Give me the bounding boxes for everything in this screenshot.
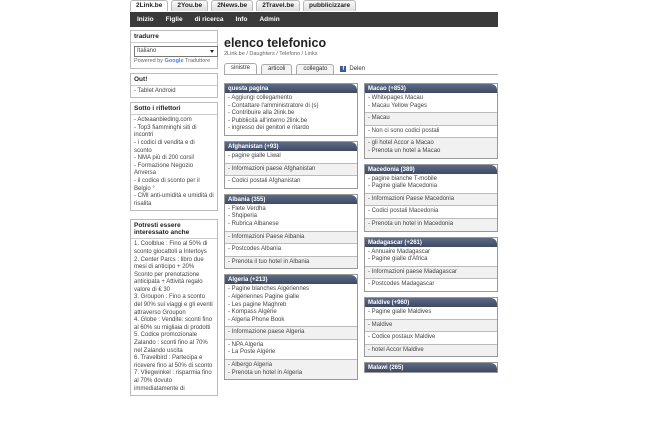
spotlight-list: [131, 115, 217, 210]
nav-home[interactable]: Inizio: [137, 16, 154, 23]
link-section: [225, 244, 357, 257]
link-section: [365, 267, 497, 280]
link-item[interactable]: - gli hotel Accor a Macao: [368, 140, 434, 147]
site-tab-2you[interactable]: 2You.be: [171, 0, 208, 11]
link-box-title: Malawi (265): [365, 363, 497, 372]
nav-daughters[interactable]: Figlie: [165, 16, 183, 23]
link-column-left: [224, 83, 358, 385]
link-item[interactable]: - Pubblicità all'interno 2link.be: [228, 117, 308, 124]
out-box: [130, 73, 218, 99]
link-box: [364, 362, 498, 373]
link-item[interactable]: - Algériennes Pagine gialle: [228, 293, 300, 300]
sidebar-link[interactable]: - Acteaanbieding.com: [134, 117, 192, 124]
interest-box: [130, 219, 218, 396]
sidebar-link[interactable]: 1. Coolblue : Fino al 50% di sconto giocattoli a Intertoys: [134, 241, 208, 255]
link-box-title: Madagascar (+261): [365, 238, 497, 247]
sidebar-link[interactable]: - CMI anti-umidità e umidità di risalita: [134, 193, 214, 207]
page-wrapper: [130, 0, 498, 436]
tab-articles[interactable]: articoli: [261, 64, 292, 74]
link-item[interactable]: - Non ci sono codici postali: [368, 127, 440, 134]
link-section: [365, 279, 497, 291]
sidebar-link[interactable]: - il codice di sconto per il Belgio °: [134, 177, 200, 192]
link-item[interactable]: - Aggiungi collegamento: [228, 95, 293, 101]
sidebar-link[interactable]: - NMA più di 200 corsi!: [134, 155, 195, 162]
sidebar-link[interactable]: - i codici di vendita e di sconto: [134, 139, 195, 154]
link-section: [365, 307, 497, 320]
link-item[interactable]: - Macau Yellow Pages: [368, 102, 428, 109]
link-item[interactable]: - hotel Accor Maldive: [368, 346, 424, 353]
link-section: [365, 138, 497, 157]
link-item[interactable]: - ingresso dei genitori e ritardo: [228, 125, 310, 132]
tab-links[interactable]: sinistre: [224, 63, 257, 74]
link-section: [365, 219, 497, 231]
link-item[interactable]: - Postcodes Albania: [228, 246, 282, 253]
link-item[interactable]: - Informazione paese Algeria: [228, 329, 305, 336]
link-section: [225, 164, 357, 177]
link-box: [364, 83, 498, 159]
spotlight-title: Sotto i riflettori: [131, 103, 217, 115]
share-label: Delen: [349, 66, 366, 72]
facebook-share[interactable]: [340, 64, 365, 74]
sidebar-link[interactable]: - Top3 fiamminghi siti di incontri: [134, 124, 197, 139]
link-box: [364, 297, 498, 357]
link-item[interactable]: - Contattare l'amministratore di (s): [228, 102, 319, 109]
link-item[interactable]: - Maldive: [368, 321, 393, 328]
link-section: [365, 247, 497, 267]
google-credit: [134, 58, 214, 66]
site-tab-advertise[interactable]: pubblicizzare: [303, 0, 356, 11]
site-tab-2news[interactable]: 2News.be: [211, 0, 253, 11]
link-section: [225, 257, 357, 269]
link-section: [365, 345, 497, 357]
link-item[interactable]: - Prenota il tuo hotel in Albania: [228, 258, 310, 265]
site-tabs: [130, 0, 359, 12]
link-item[interactable]: - Informazioni paese Afghanistan: [228, 165, 316, 172]
link-section: [365, 93, 497, 113]
link-box: [224, 141, 358, 189]
nav-admin[interactable]: Admin: [259, 16, 280, 23]
facebook-icon: f: [340, 66, 346, 72]
out-title: Out!: [131, 74, 217, 86]
link-box: [364, 164, 498, 232]
sidebar-link[interactable]: 5. Codice promozionale Zalando : sconti fino al 70% nel Zalando uscita: [134, 332, 208, 354]
sidebar-link[interactable]: - Tablet Android: [134, 87, 176, 94]
link-box-title: Macedonia (389): [365, 165, 497, 174]
content-tabs: [224, 64, 498, 75]
link-box: [224, 83, 358, 136]
link-section: [365, 194, 497, 207]
link-item[interactable]: - Codici postali Afghanistan: [228, 178, 301, 185]
link-section: [225, 204, 357, 232]
link-section: [365, 320, 497, 333]
sidebar-link[interactable]: 4. Globe : Vendite: sconti fino al 60% su migliaia di prodotti: [134, 317, 213, 331]
link-box-title: Afghanistan (+93): [225, 142, 357, 151]
link-item[interactable]: - Contribuire alla 2link.be: [228, 110, 295, 117]
link-box-title: Algeria (+213): [225, 275, 357, 284]
link-box: [224, 194, 358, 270]
interest-list: [131, 239, 217, 395]
site-tab-2travel[interactable]: 2Travel.be: [256, 0, 300, 11]
main-content: [224, 30, 498, 376]
link-item[interactable]: - Flete Verdha: [228, 205, 266, 212]
link-item[interactable]: - Prenota un hotel a Macao: [368, 147, 441, 154]
link-section: [225, 360, 357, 379]
link-box: [224, 274, 358, 380]
link-item[interactable]: - pagine gialle Liwal: [228, 152, 281, 159]
link-box-title: questa pagina: [225, 84, 357, 93]
sidebar-link[interactable]: 2. Center Parcs : libro due mesi di anticipo + 20% Sconto per prenotazione anticipata + Attività regalo valore di € 30: [134, 256, 204, 293]
sidebar-link[interactable]: 3. Groupon : Fino a sconto del 90% sui viaggi e gli eventi attraverso Groupon: [134, 294, 213, 316]
link-section: [225, 340, 357, 360]
link-item[interactable]: - Informazioni Paese Macedonia: [368, 195, 455, 202]
link-section: [365, 113, 497, 126]
link-item[interactable]: - Macau: [368, 115, 390, 122]
link-section: [365, 206, 497, 219]
spotlight-box: [130, 102, 218, 211]
language-select[interactable]: Italiano: [134, 46, 218, 57]
link-box: [364, 237, 498, 292]
link-box-title: Albania (355): [225, 195, 357, 204]
link-item[interactable]: - Codici postali Macedonia: [368, 208, 439, 215]
link-item[interactable]: - Prenota un hotel in Macedonia: [368, 220, 454, 227]
main-nav: [130, 12, 498, 27]
link-item[interactable]: - Shqiperia: [228, 213, 258, 220]
nav-search[interactable]: di ricerca: [194, 16, 224, 23]
link-section: [225, 284, 357, 327]
left-sidebar: [130, 30, 218, 400]
nav-info[interactable]: Info: [235, 16, 248, 23]
interest-title: Potresti essere interessato anche: [131, 220, 217, 239]
link-section: [225, 176, 357, 188]
link-item[interactable]: - Algeria Phone Book: [228, 316, 285, 323]
link-item[interactable]: - Rubrica Albanese: [228, 220, 279, 227]
link-section: [225, 93, 357, 135]
translate-title: tradurre: [131, 31, 217, 43]
link-item[interactable]: - Albergo Algeria: [228, 362, 273, 369]
powered-label: Powered by: [134, 58, 164, 64]
page-title: elenco telefonico: [224, 36, 327, 50]
link-item[interactable]: - Informazioni Paese Albania: [228, 233, 305, 240]
link-section: [225, 151, 357, 164]
site-tab-2link[interactable]: 2Link.be: [130, 0, 168, 11]
link-section: [225, 232, 357, 245]
link-section: [365, 126, 497, 139]
link-item[interactable]: - NPA Algeria: [228, 341, 264, 348]
link-item[interactable]: - La Poste Algérie: [228, 349, 276, 356]
sidebar-link[interactable]: - Formazione Negozio Anversa: [134, 162, 194, 177]
link-box-title: Macao (+853): [365, 84, 497, 93]
link-column-right: [364, 83, 498, 378]
link-item[interactable]: - Informazioni paese Madagascar: [368, 268, 458, 275]
tab-related[interactable]: collegato: [296, 64, 334, 74]
link-box-title: Maldive (+960): [365, 298, 497, 307]
link-item[interactable]: - Annuaire Madagascar: [368, 248, 431, 255]
link-item[interactable]: - Pagine gialle d'Africa: [368, 256, 428, 263]
link-item[interactable]: - Postcodes Madagascar: [368, 281, 435, 288]
link-item[interactable]: - Codice postaux Maldive: [368, 334, 436, 341]
breadcrumb[interactable]: 2Link.be / Daughters / Telefono / Links: [224, 51, 318, 57]
sidebar-link[interactable]: 7. Vliegwinkel : risparmia fino al 70% dovuto immediatamente di: [134, 370, 212, 392]
out-list: [131, 86, 217, 98]
link-section: [365, 174, 497, 194]
sidebar-link[interactable]: 6. Travelbird : Partecipa e ricevere fino al 50% di sconto: [134, 355, 213, 369]
link-item[interactable]: - Kompass Algérie: [228, 309, 277, 316]
link-item[interactable]: - Pagine blanches Algériennes: [228, 286, 310, 293]
link-section: [225, 327, 357, 340]
link-item[interactable]: - Les pagine Maghreb: [228, 301, 287, 308]
google-logo: Google: [164, 58, 184, 64]
link-item[interactable]: - pagine bianche T-mobile: [368, 175, 437, 182]
link-item[interactable]: - Prenota un hotel in Algeria: [228, 369, 303, 376]
translate-box: [130, 30, 218, 69]
link-section: [365, 332, 497, 345]
translate-service-link[interactable]: Traduttore: [184, 58, 211, 64]
link-item[interactable]: - Pagine gialle Macedonia: [368, 183, 438, 190]
link-item[interactable]: - Pagine gialle Maldives: [368, 308, 432, 315]
link-item[interactable]: - Whitepages Macau: [368, 95, 424, 101]
